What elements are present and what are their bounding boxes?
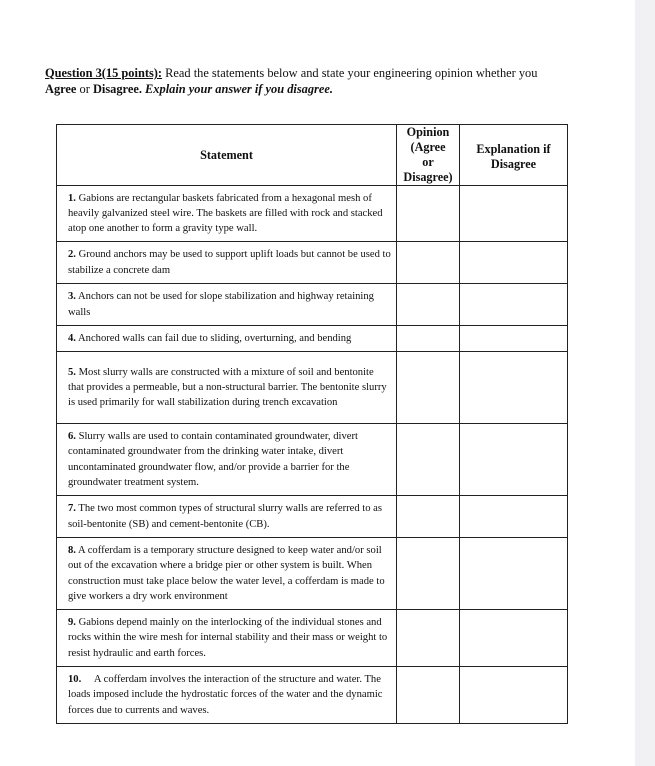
opinion-cell[interactable] <box>397 352 460 424</box>
opinion-cell[interactable] <box>397 610 460 667</box>
opinion-cell[interactable] <box>397 667 460 724</box>
scrollbar-gutter <box>635 0 655 766</box>
statement-cell: 2. Ground anchors may be used to support uplift loads but cannot be used to stabilize a concrete dam <box>57 242 397 284</box>
statement-cell: 3. Anchors can not be used for slope stabilization and highway retaining walls <box>57 284 397 326</box>
explanation-cell[interactable] <box>460 667 568 724</box>
explanation-cell[interactable] <box>460 352 568 424</box>
explanation-header-line: Explanation if <box>476 142 551 156</box>
opinion-header-line: (Agree <box>410 140 446 154</box>
or-word: or <box>76 81 93 96</box>
explain-instruction: Explain your answer if you disagree. <box>141 81 333 96</box>
opinion-header <box>397 125 460 186</box>
statement-cell: 7. The two most common types of structural slurry walls are referred to as soil-bentonite (SB) and cement-bentonite (CB). <box>57 496 397 538</box>
explanation-cell[interactable] <box>460 496 568 538</box>
table-row <box>57 667 568 724</box>
table-row <box>57 424 568 496</box>
statement-cell: 6. Slurry walls are used to contain contaminated groundwater, divert contaminated groundwater from the drinking water intake, divert uncontaminated groundwater flow, and/or provide a barrier for the groundwater treatment system. <box>57 424 397 496</box>
table-row <box>57 352 568 424</box>
table-row <box>57 326 568 352</box>
statement-header: Statement <box>57 125 397 186</box>
opinion-cell[interactable] <box>397 284 460 326</box>
explanation-cell[interactable] <box>460 186 568 242</box>
statements-table <box>56 124 568 724</box>
explanation-header <box>460 125 568 186</box>
agree-word: Agree <box>45 81 77 96</box>
explanation-cell[interactable] <box>460 424 568 496</box>
table-row <box>57 186 568 242</box>
question-intro: Read the statements below and state your engineering opinion whether you <box>162 66 538 80</box>
opinion-cell[interactable] <box>397 242 460 284</box>
question-heading: Question 3(15 points): <box>45 66 163 80</box>
table-row <box>57 242 568 284</box>
opinion-cell[interactable] <box>397 496 460 538</box>
statement-cell: 9. Gabions depend mainly on the interlocking of the individual stones and rocks within the wire mesh for internal stability and their mass or weight to resist hydraulic and earth forces. <box>57 610 397 667</box>
opinion-header-line: or <box>422 155 434 169</box>
opinion-cell[interactable] <box>397 326 460 352</box>
opinion-header-line: Disagree) <box>403 170 453 184</box>
opinion-cell[interactable] <box>397 424 460 496</box>
statement-cell: 1. Gabions are rectangular baskets fabricated from a hexagonal mesh of heavily galvanized steel wire. The baskets are filled with rock and stacked atop one another to form a gravity type wall. <box>57 186 397 242</box>
disagree-word: Disagree. <box>92 81 142 96</box>
header-row <box>57 125 568 186</box>
question-prompt <box>45 66 565 97</box>
opinion-cell[interactable] <box>397 538 460 610</box>
opinion-header-line: Opinion <box>406 125 450 139</box>
table-row <box>57 610 568 667</box>
explanation-cell[interactable] <box>460 242 568 284</box>
explanation-cell[interactable] <box>460 326 568 352</box>
explanation-cell[interactable] <box>460 284 568 326</box>
table-row <box>57 284 568 326</box>
statement-cell: 5. Most slurry walls are constructed with a mixture of soil and bentonite that provides a permeable, but a non-structural barrier. The bentonite slurry is used primarily for wall stabilization during trench excavation <box>57 352 397 424</box>
table-row <box>57 496 568 538</box>
explanation-header-line: Disagree <box>490 157 537 171</box>
statement-cell: 10. A cofferdam involves the interaction of the structure and water. The loads imposed include the hydrostatic forces of the water and the dynamic forces due to currents and waves. <box>57 667 397 724</box>
explanation-cell[interactable] <box>460 538 568 610</box>
opinion-cell[interactable] <box>397 186 460 242</box>
table-row <box>57 538 568 610</box>
statement-cell: 8. A cofferdam is a temporary structure designed to keep water and/or soil out of the excavation where a bridge pier or other system is built. When construction must take place below the water level, a cofferdam is made to give workers a dry work environment <box>57 538 397 610</box>
explanation-cell[interactable] <box>460 610 568 667</box>
statement-cell: 4. Anchored walls can fail due to sliding, overturning, and bending <box>57 326 397 352</box>
